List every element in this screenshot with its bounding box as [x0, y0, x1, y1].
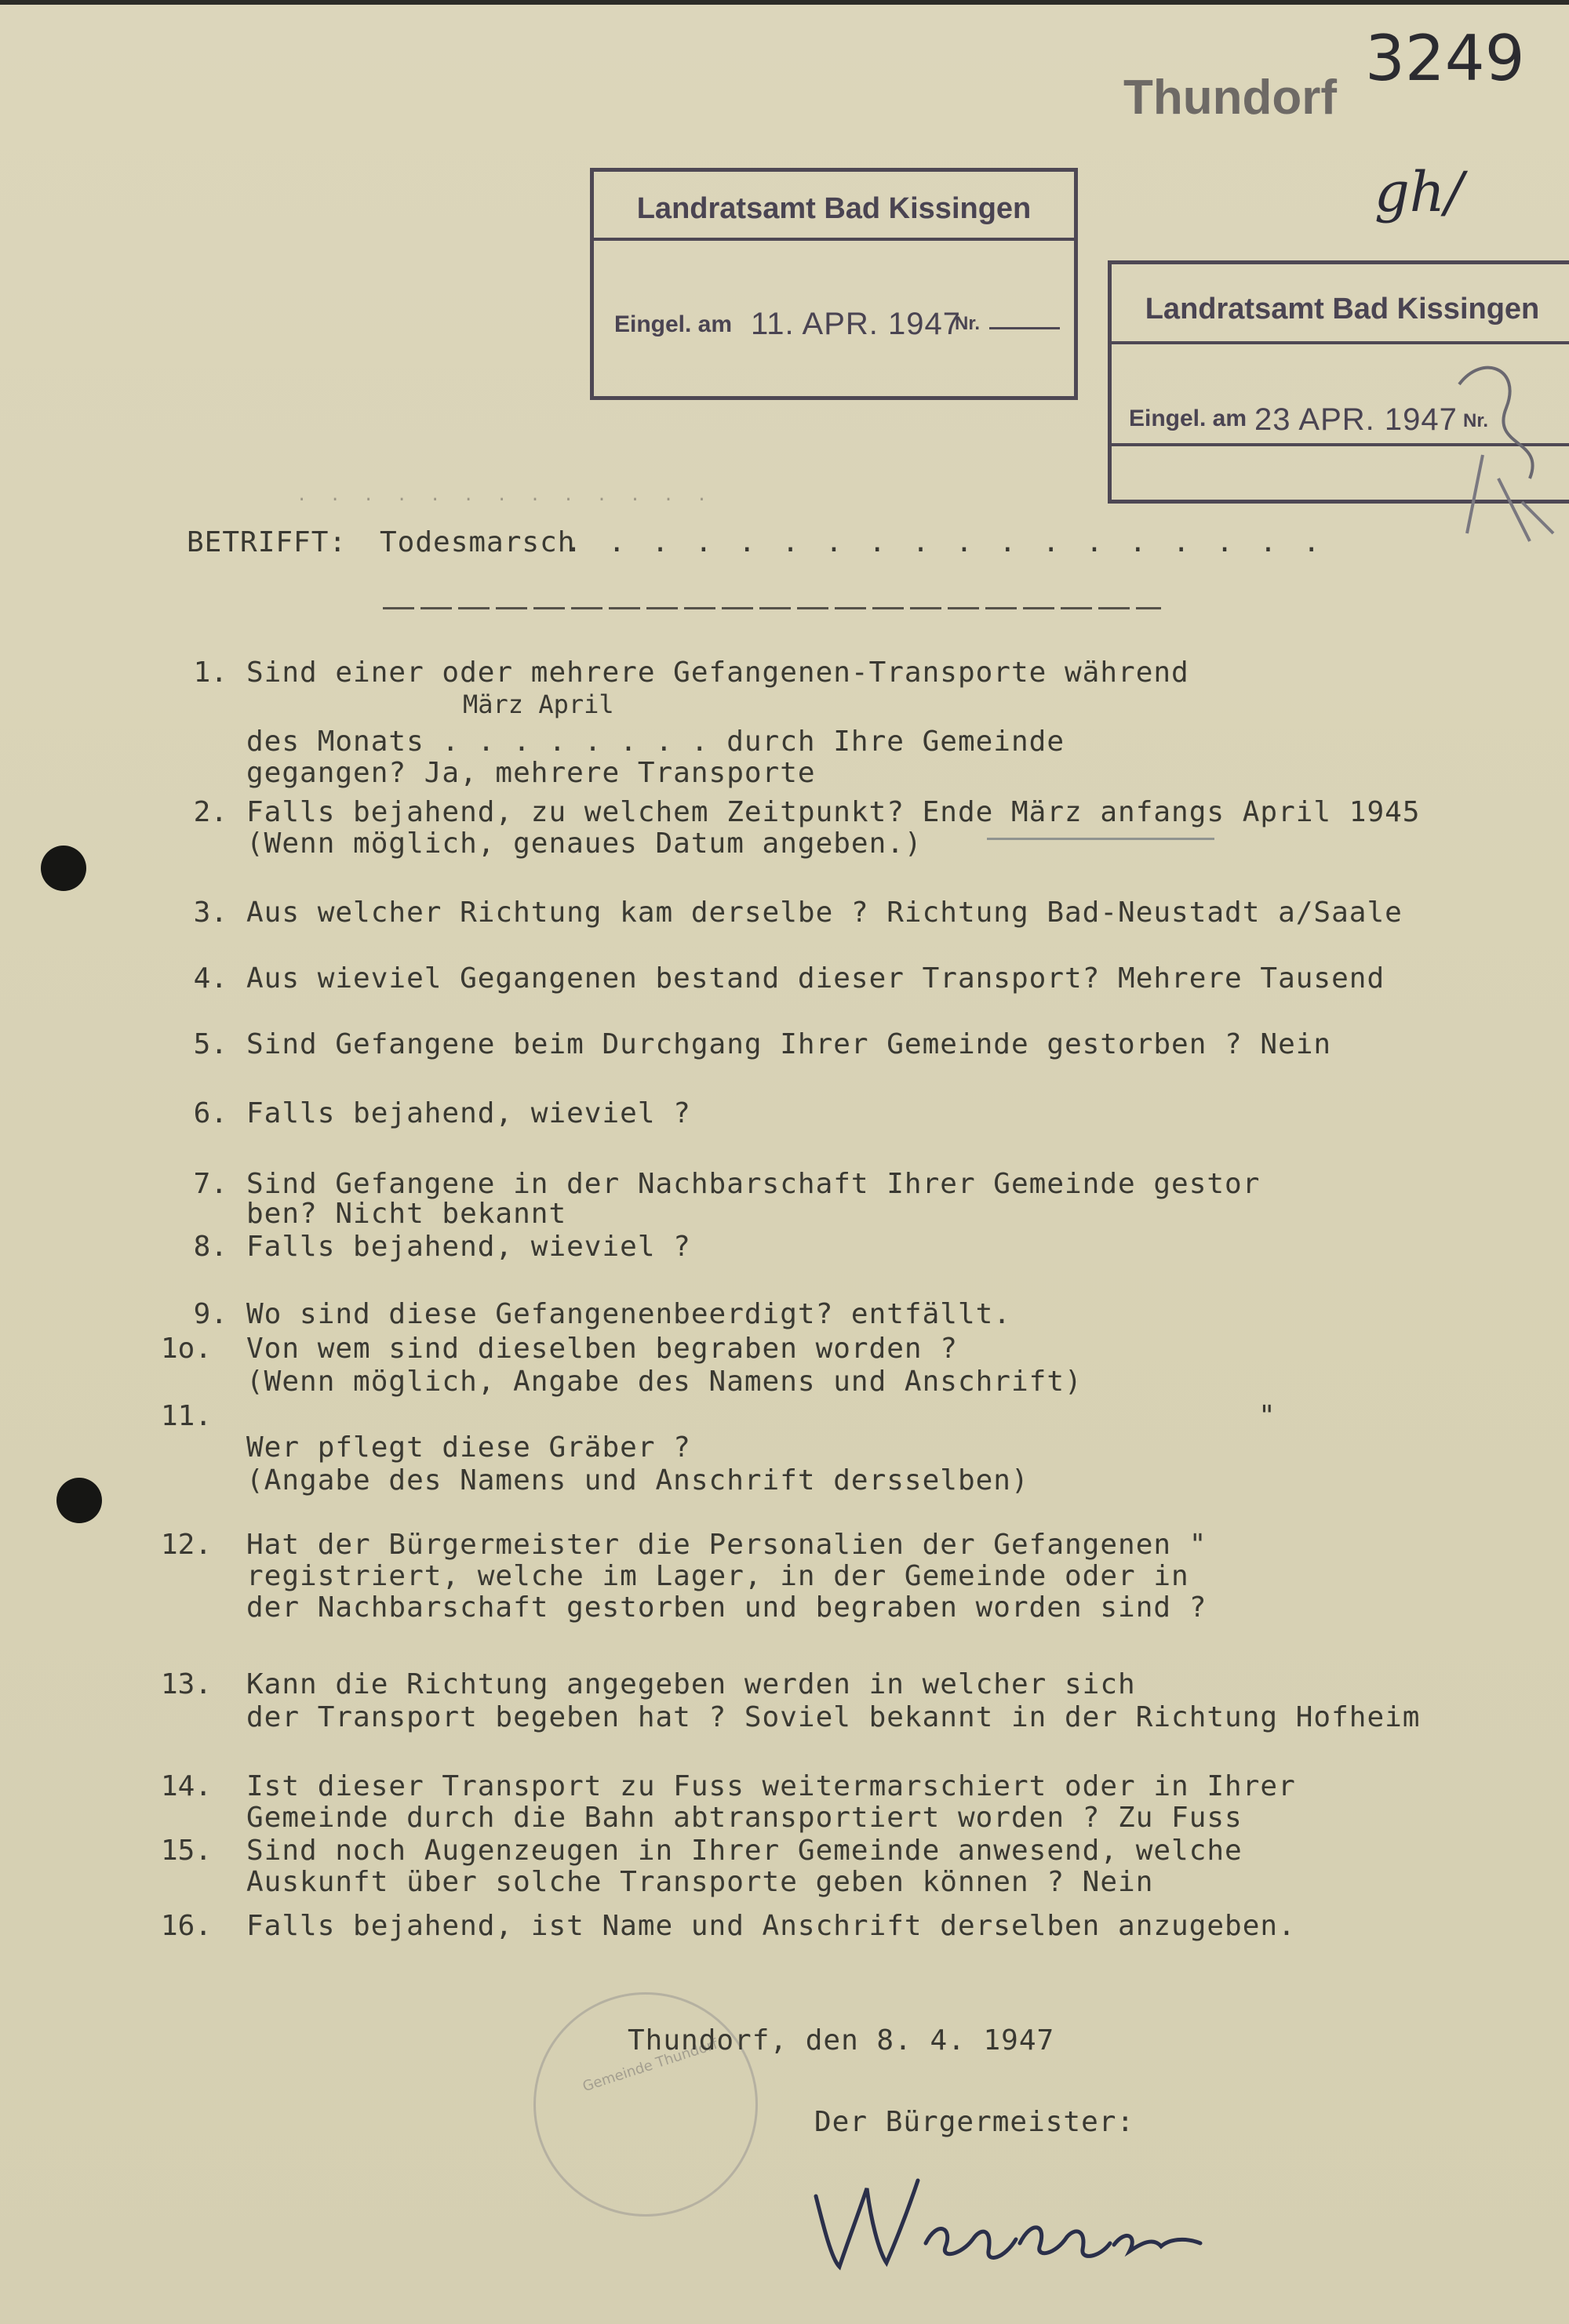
- pencil-scribble: [1436, 337, 1569, 565]
- question-text: Sind noch Augenzeugen in Ihrer Gemeinde anwesend, welche: [246, 1835, 1243, 1867]
- question-text: ben? Nicht bekannt: [246, 1198, 567, 1230]
- place-stamp: Thundorf: [1123, 71, 1338, 125]
- subject-value: Todesmarsch: [380, 526, 576, 558]
- stamp-nr: Nr.: [955, 313, 981, 334]
- question-number: 14.: [160, 1770, 212, 1802]
- question-text: der Transport begeben hat ? Soviel bekannt in der Richtung Hofheim: [246, 1701, 1421, 1733]
- question-text: Ist dieser Transport zu Fuss weitermarschiert oder in Ihrer: [246, 1770, 1296, 1802]
- question-text: (Angabe des Namens und Anschrift dersselben): [246, 1464, 1029, 1497]
- question-number: 3.: [193, 897, 228, 929]
- question-text: Falls bejahend, wieviel ?: [246, 1097, 691, 1129]
- question-text: Sind Gefangene beim Durchgang Ihrer Gemeinde gestorben ? Nein: [246, 1028, 1332, 1060]
- question-number: 2.: [193, 796, 228, 828]
- question-number: 16.: [160, 1910, 212, 1942]
- hole-punch: [41, 846, 86, 891]
- stamp-divider: [594, 238, 1074, 241]
- signature: [792, 2165, 1232, 2282]
- stamp-date: 11. APR. 1947: [751, 307, 961, 341]
- question-number: 5.: [193, 1028, 228, 1060]
- subject-rule: [383, 607, 1161, 609]
- stamp-nr: Nr.: [1463, 410, 1489, 431]
- handwritten-initials: gh/: [1374, 160, 1464, 224]
- question-number: 1o.: [160, 1333, 212, 1365]
- stamp-date: 23 APR. 1947: [1254, 402, 1458, 437]
- receipt-stamp-1: [590, 168, 1078, 400]
- place-and-date: Thundorf, den 8. 4. 1947: [628, 2024, 1055, 2057]
- question-text: Kann die Richtung angegeben werden in welcher sich: [246, 1668, 1136, 1700]
- stamp-label: Eingel. am: [614, 311, 733, 337]
- question-text: der Nachbarschaft gestorben und begraben worden sind ?: [246, 1591, 1207, 1624]
- stamp-nr-line: [989, 327, 1060, 329]
- subject-dots: . . . . . . . . . . . . . . . . . .: [565, 526, 1325, 558]
- question-text: (Wenn möglich, Angabe des Namens und Anschrift): [246, 1366, 1083, 1398]
- question-text: Falls bejahend, wieviel ?: [246, 1231, 691, 1263]
- ditto-mark: ": [1258, 1400, 1276, 1432]
- stamp-label: Eingel. am: [1129, 406, 1247, 431]
- question-text: Gemeinde durch die Bahn abtransportiert worden ? Zu Fuss: [246, 1802, 1243, 1834]
- question-text: (Wenn möglich, genaues Datum angeben.): [246, 827, 923, 860]
- question-number: 1.: [193, 656, 228, 689]
- question-text: Wer pflegt diese Gräber ?: [246, 1431, 691, 1464]
- subject-label: BETRIFFT:: [187, 526, 348, 558]
- faint-dot-line: . . . . . . . . . . . . .: [297, 486, 714, 505]
- question-text: Aus welcher Richtung kam derselbe ? Richtung Bad-Neustadt a/Saale: [246, 897, 1403, 929]
- question-text: Sind Gefangene in der Nachbarschaft Ihrer Gemeinde gestor: [246, 1168, 1261, 1200]
- round-stamp-text: Gemeinde Thundorf: [581, 2035, 720, 2096]
- question-text: Hat der Bürgermeister die Personalien der Gefangenen ": [246, 1529, 1207, 1561]
- question-number: 6.: [193, 1097, 228, 1129]
- page-top-edge: [0, 0, 1569, 5]
- question-text: gegangen? Ja, mehrere Transporte: [246, 757, 816, 789]
- question-text: Sind einer oder mehrere Gefangenen-Transporte während: [246, 656, 1189, 689]
- question-number: 4.: [193, 962, 228, 995]
- question-text: Aus wieviel Gegangenen bestand dieser Transport? Mehrere Tausend: [246, 962, 1385, 995]
- stamp-office: Landratsamt Bad Kissingen: [636, 192, 1032, 225]
- question-number: 15.: [160, 1835, 212, 1867]
- stamp-office: Landratsamt Bad Kissingen: [1145, 293, 1540, 326]
- question-text: registriert, welche im Lager, in der Gemeinde oder in: [246, 1560, 1189, 1592]
- document-number: 3249: [1365, 22, 1525, 95]
- question-text: des Monats . . . . . . . . durch Ihre Gemeinde: [246, 726, 1065, 758]
- question-number: 9.: [193, 1298, 228, 1330]
- signatory-title: Der Bürgermeister:: [814, 2106, 1135, 2138]
- pencil-underline: [987, 838, 1214, 840]
- question-text: Wo sind diese Gefangenenbeerdigt? entfällt.: [246, 1298, 1011, 1330]
- question-number: 11.: [160, 1400, 212, 1432]
- question-text: Auskunft über solche Transporte geben können ? Nein: [246, 1866, 1154, 1898]
- question-text: Von wem sind dieselben begraben worden ?: [246, 1333, 958, 1365]
- question-number: 13.: [160, 1668, 212, 1700]
- question-number: 12.: [160, 1529, 212, 1561]
- question-number: 8.: [193, 1231, 228, 1263]
- answer-month: März April: [463, 689, 614, 719]
- question-text: Falls bejahend, ist Name und Anschrift derselben anzugeben.: [246, 1910, 1296, 1942]
- question-number: 7.: [193, 1168, 228, 1200]
- hole-punch: [56, 1478, 102, 1523]
- question-text: Falls bejahend, zu welchem Zeitpunkt? Ende März anfangs April 1945: [246, 796, 1421, 828]
